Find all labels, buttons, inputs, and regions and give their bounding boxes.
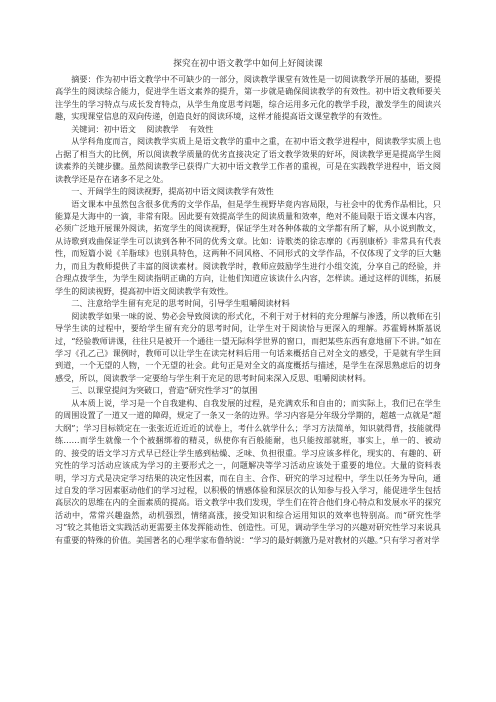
section-heading-2: 二、注意给学生留有充足的思考时间，引导学生咀嚼阅读材料 xyxy=(71,298,290,309)
document-title: 探究在初中语文教学中如何上好阅读课 xyxy=(173,59,323,69)
section-body-3: 从本质上说，学习是一个自我建构、自我发展的过程，是充满欢乐和自由的；而实际上，我们已在学生的周围设置了一道又一道的障碍，规定了一条又一条的边界。学习内容是分年级分学期的，超越一点就是“超大纲”；学习目标锁定在一张张近近近近的试卷上，考什么就学什么；学习方法简单，知识就得背，技能就得练……而学生就像一个个被捆绑着的精灵，纵使你有百般能耐，也只能按部就班，事实上，单一的、被动的、接受的语文学习方式早已经让学生感到枯燥、乏味、负担很重。学习应该多样化，现实的、有趣的、研究性的学习活动应该成为学习的主要形式之一，问题解决等学习活动应该处于重要的地位。大量的资料表明，学习方式是决定学习结果的决定性因素，而在自主、合作、研究的学习过程中，学生以任务为导向，通过自发的学习因素驱动他们的学习过程，以积极的情感体验和深层次的认知参与投入学习，能促进学生包括高层次的思维在内的全面素质的提高。语文教学中我们发现，学生们在符合他们身心特点和发展水平的探究活动中，常常兴趣盎然，动机强烈，情绪高涨，接受知识和综合运用知识的效率也特别高。而“研究性学习”较之其他语文实践活动更需要主体发挥能动性、创造性。可见，调动学生学习的兴趣对研究性学习来说具有重要的特殊的价值。美国著名的心理学家布鲁纳说：“学习的最好刺激乃是对教材的兴趣。”只有学习者对学 xyxy=(55,397,441,545)
section-heading-3: 三、以课堂提问为突破口，营造“研究性学习”的氛围 xyxy=(71,385,258,396)
section-body-2: 阅读教学如果一味的说、势必会导致阅读的形式化，不利于对于材料的充分理解与渗透，所以教师在引导学生读的过程中，要给学生留有充分的思考时间，让学生对于阅读恰与更深入的理解。苏霍姆林斯基说过，“经验教师讲课，往往只是被开一个通往一望无际科学世界的窗口，而把某些东西有意地留下不讲。”如在学习《孔乙己》课例时，教师可以让学生在读完材料后用一句话来概括自己对全文的感受，于是就有学生回到道，一个无望的人物，一个无望的社会。此句正是对全文的高度概括与描述，是学生在深思熟虑后的切身感受，所以，阅读教学一定要给与学生利于充足的思考时间来深入反思、咀嚼阅读材料。 xyxy=(55,310,441,383)
document-body xyxy=(55,58,441,546)
intro-paragraph: 从学科角度而言，阅读教学实质上是语文教学的重中之重，在初中语文教学进程中，阅读教学实质上也占据了相当大的比例，所以阅读教学质量的优劣直接决定了语文教学效果的好坏，阅读教学更是提高学生阅读素养的关键步骤。虽然阅读教学已获得广大初中语文教学工作者的重视，可是在实践教学进程中，语文阅读教学还是存在诸多不足之处。 xyxy=(55,136,441,184)
abstract-paragraph: 摘要：作为初中语文教学中不可缺少的一部分，阅读教学课堂有效性是一切阅读教学开展的基础，要提高学生的阅读综合能力，促进学生语文素养的提升，第一步就是确保阅读教学的有效性。初中语文教师要关注学生的学习特点与成长发育特点，从学生角度思考问题，综合运用多元化的教学手段，激发学生的阅读兴趣，实现课堂信息的双向传递，创造良好的阅读环境，这样才能提高语文课堂教学的有效性。 xyxy=(55,74,441,122)
section-heading-1: 一、开阔学生的阅读视野，提高初中语文阅读教学有效性 xyxy=(71,186,274,197)
section-body-1: 语文课本中虽然包含很多优秀的文学作品，但是学生视野毕竟内容局限，与社会中的优秀作品相比，只能算是大海中的一滴，非常有限。因此要有效提高学生的阅读质量和效率，绝对不能局限于语文课本内容，必须广泛地开展课外阅读，拓宽学生的阅读视野，保证学生对各种体裁的文学都有所了解，从小说到散文，从诗歌到戏曲保证学生可以读到各种不同的优秀文章。比如：诗歌类的徐志摩的《再别康桥》非常具有代表性，而短篇小说《羊脂球》也别具特色，这两种不同风格、不同形式的文学作品，不仅体现了文学的巨大魅力，而且为教师提供了丰富的阅读素材。阅读教学时，教师应鼓励学生进行小组交流，分享自己的经验，并合理点拨学生，为学生阅读指明正确的方向，让他们知道应该读什么内容，怎样读。通过这样的训练，拓展学生的阅读视野，提高初中语文阅读教学有效性。 xyxy=(55,198,441,296)
keywords-line: 关键词：初中语文 阅读教学 有效性 xyxy=(71,123,214,134)
